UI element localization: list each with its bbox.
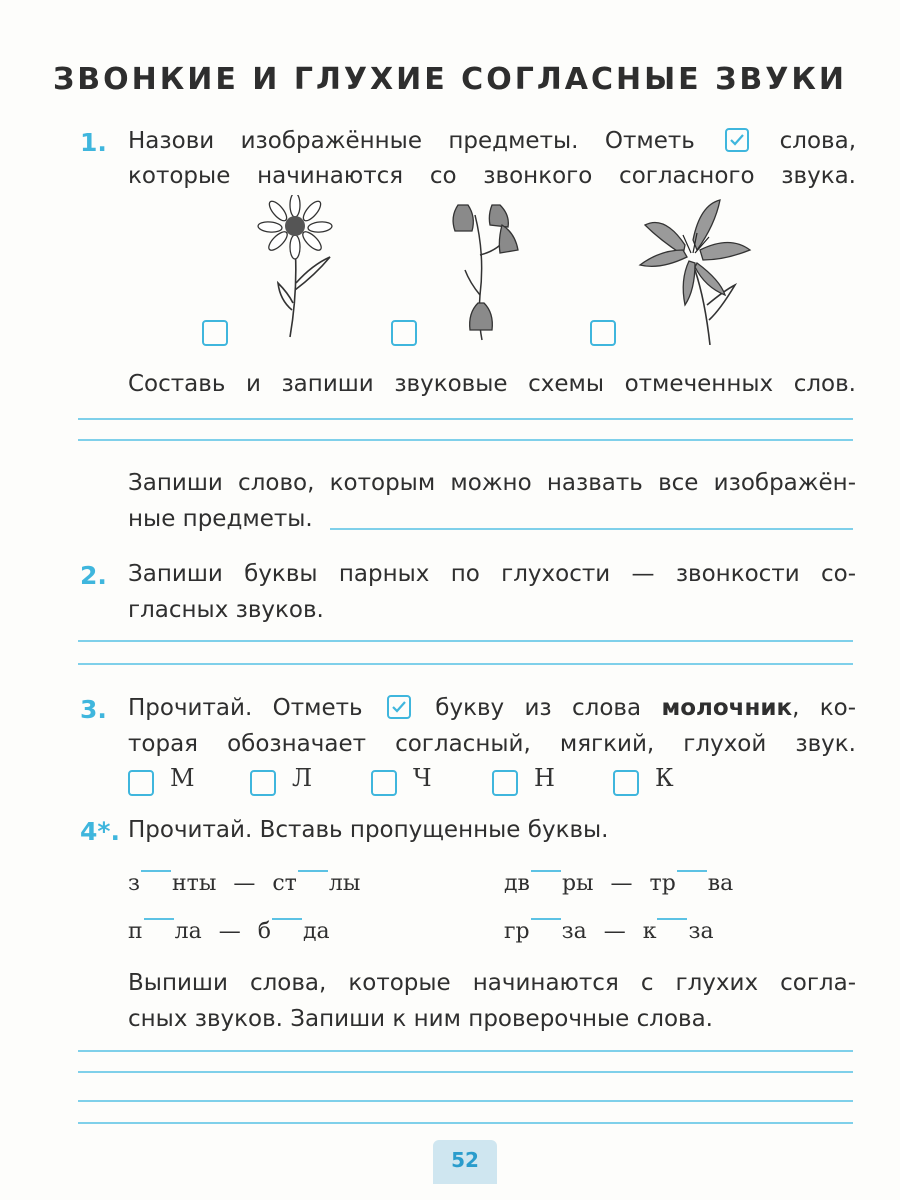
task-1-text-b: слова, [779,128,857,154]
task-1-generic-word-line2: ные предметы. [128,506,313,532]
task-2-number: 2. [80,561,107,590]
page-title: ЗВОНКИЕ И ГЛУХИЕ СОГЛАСНЫЕ ЗВУКИ [52,62,848,97]
checkbox-k[interactable] [613,770,639,796]
writing-line[interactable] [78,1100,853,1102]
letter-gap[interactable] [141,870,171,872]
letter-gap[interactable] [531,918,561,920]
option-letter: Ч [413,764,432,792]
checkbox-n[interactable] [492,770,518,796]
task-1-text-a: Назови изображённые предметы. Отметь [128,128,695,154]
task-1-instruction-line2: которые начинаются со звонкого согласного звука. [128,163,856,189]
writing-line[interactable] [78,1122,853,1124]
task-3-text-a: Прочитай. Отметь [128,695,363,721]
word-part: з [128,871,140,896]
word-part: лы [328,871,361,896]
lily-icon [625,195,760,345]
task-1-generic-word-line1: Запиши слово, которым можно назвать все изображён- [128,470,856,496]
task-4-number: 4*. [80,817,120,846]
check-sample-icon [725,128,749,152]
task-2-instruction-line2: гласных звуков. [128,597,324,623]
task-3-text-c: , ко- [792,695,857,721]
word-part: к [642,919,657,944]
task-3-instruction-line2: торая обозначает согласный, мягкий, глухой звук. [128,731,856,757]
task-3-instruction-line1 [128,690,856,726]
word-pair-3 [128,918,330,944]
checkbox-lily[interactable] [590,320,616,346]
task-3-number: 3. [80,695,107,724]
page-number: 52 [433,1140,497,1184]
word-part: б [257,919,272,944]
word-pair-4 [504,918,714,944]
writing-line[interactable] [78,418,853,420]
word-part: нты [172,871,217,896]
writing-line[interactable] [78,1071,853,1073]
writing-line[interactable] [78,663,853,665]
writing-line[interactable] [78,1050,853,1052]
writing-line[interactable] [78,640,853,642]
letter-gap[interactable] [144,918,174,920]
task-4-write-out-line1: Выпиши слова, которые начинаются с глухих согла- [128,970,856,996]
task-2-instruction-line1: Запиши буквы парных по глухости — звонкости со- [128,561,856,587]
task-1-instruction-line1 [128,123,856,159]
task-1-sound-scheme-text: Составь и запиши звуковые схемы отмеченных слов. [128,371,856,397]
bellflower-icon [430,195,535,345]
word-part: за [688,919,714,944]
word-part: да [303,919,330,944]
check-sample-icon [387,695,411,719]
checkbox-bellflower[interactable] [391,320,417,346]
word-part: п [128,919,143,944]
word-part: за [561,919,587,944]
checkbox-daisy[interactable] [202,320,228,346]
dash: — [218,919,241,944]
checkbox-m[interactable] [128,770,154,796]
word-part: гр [504,919,530,944]
word-pair-2 [504,870,733,896]
word-part: тр [649,871,676,896]
task-4-write-out-line2: сных звуков. Запиши к ним проверочные слова. [128,1006,713,1032]
dash: — [610,871,633,896]
task-3-text-b: букву из слова [435,695,642,721]
letter-gap[interactable] [272,918,302,920]
task-4-instruction: Прочитай. Вставь пропущенные буквы. [128,817,609,843]
letter-gap[interactable] [298,870,328,872]
letter-gap[interactable] [531,870,561,872]
word-part: ла [174,919,202,944]
task-3-word: молочник [661,695,793,721]
option-letter: Л [292,764,313,792]
option-letter: Н [534,764,555,792]
daisy-icon [240,195,340,340]
letter-gap[interactable] [677,870,707,872]
checkbox-l[interactable] [250,770,276,796]
word-part: ры [561,871,594,896]
dash: — [233,871,256,896]
word-part: ст [272,871,297,896]
option-letter: К [655,764,674,792]
word-part: ва [707,871,734,896]
word-pair-1 [128,870,360,896]
task-1-number: 1. [80,128,107,157]
writing-line[interactable] [330,528,853,530]
letter-gap[interactable] [657,918,687,920]
dash: — [603,919,626,944]
option-letter: М [170,764,195,792]
checkbox-ch[interactable] [371,770,397,796]
word-part: дв [504,871,530,896]
writing-line[interactable] [78,439,853,441]
